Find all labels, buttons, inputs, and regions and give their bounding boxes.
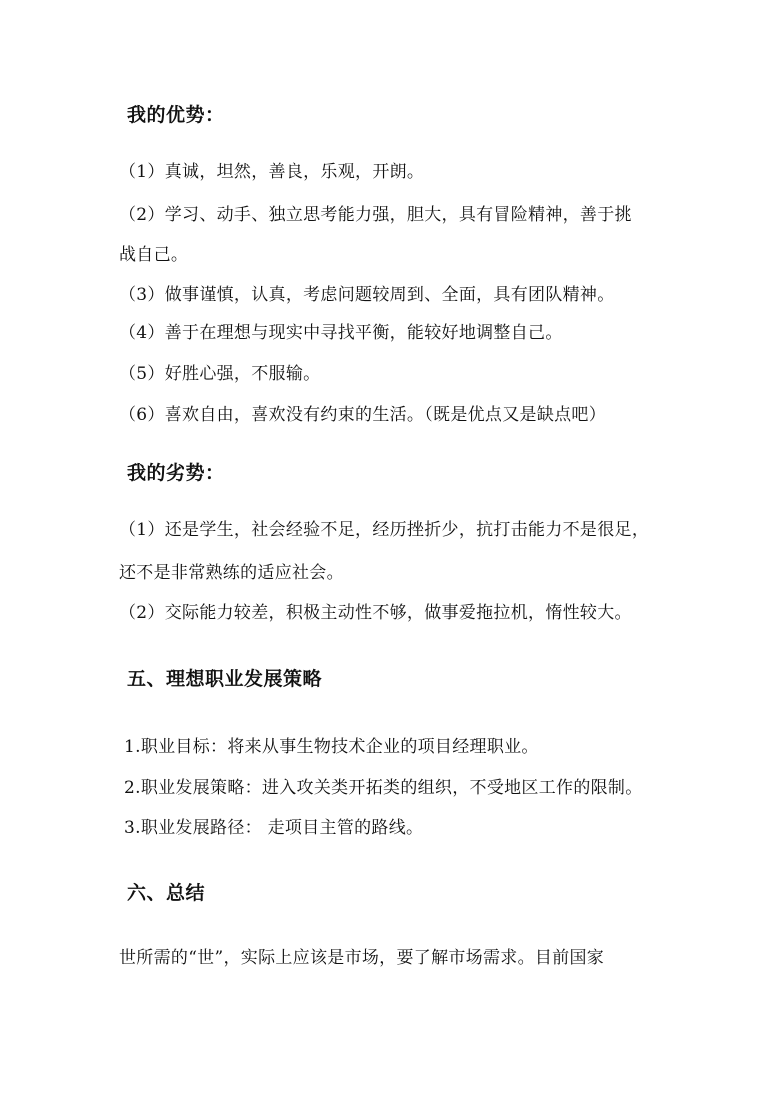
strength-item-2-continued: 战自己。: [119, 245, 189, 265]
section5-item-3: 3.职业发展路径： 走项目主管的路线。: [124, 818, 424, 838]
strength-item-2: （2）学习、动手、独立思考能力强，胆大，具有冒险精神，善于挑: [119, 205, 632, 225]
section6-paragraph: 世所需的“世”，实际上应该是市场，要了解市场需求。目前国家: [119, 948, 605, 968]
strengths-heading: 我的优势：: [127, 104, 225, 126]
strength-item-6: （6）喜欢自由，喜欢没有约束的生活。（既是优点又是缺点吧）: [119, 405, 607, 425]
strength-item-3: （3）做事谨慎，认真，考虑问题较周到、全面，具有团队精神。: [119, 285, 615, 305]
strength-item-1: （1）真诚，坦然，善良，乐观，开朗。: [119, 162, 425, 182]
strength-item-5: （5）好胜心强，不服输。: [119, 364, 321, 384]
section5-heading: 五、理想职业发展策略: [127, 668, 323, 690]
weaknesses-heading: 我的劣势：: [127, 462, 225, 484]
weakness-item-1: （1）还是学生，社会经验不足，经历挫折少，抗打击能力不是很足，: [119, 520, 650, 540]
weakness-item-1-continued: 还不是非常熟练的适应社会。: [119, 563, 344, 583]
weakness-item-2: （2）交际能力较差，积极主动性不够，做事爱拖拉机，惰性较大。: [119, 603, 632, 623]
section5-item-2: 2.职业发展策略：进入攻关类开拓类的组织，不受地区工作的限制。: [124, 778, 643, 798]
strength-item-4: （4）善于在理想与现实中寻找平衡，能较好地调整自己。: [119, 323, 563, 343]
section6-heading: 六、总结: [127, 882, 206, 904]
section5-item-1: 1.职业目标：将来从事生物技术企业的项目经理职业。: [124, 737, 539, 757]
